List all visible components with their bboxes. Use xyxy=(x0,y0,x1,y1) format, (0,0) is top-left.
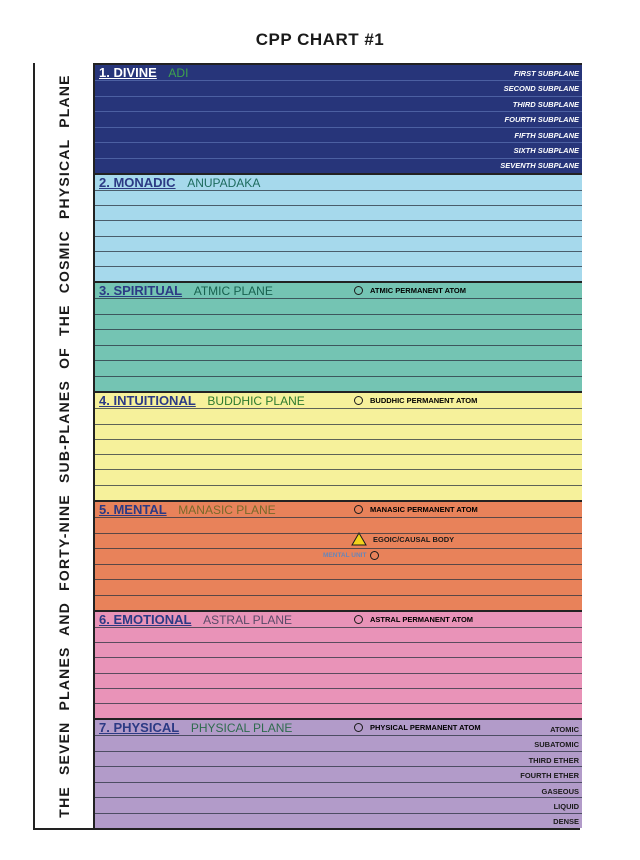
side-label-panel xyxy=(35,63,95,828)
plane-physical xyxy=(95,718,582,828)
plane-subtitle: ADI xyxy=(168,66,189,80)
plane-number: 6. EMOTIONAL xyxy=(99,612,192,627)
subplane-divider xyxy=(95,517,582,518)
plane-title xyxy=(99,283,273,298)
subplane-divider xyxy=(95,127,582,128)
egoic-causal-body xyxy=(351,532,454,546)
subplane-divider xyxy=(95,142,582,143)
subplane-divider xyxy=(95,564,582,565)
subplane-divider xyxy=(95,96,582,97)
plane-divine xyxy=(95,63,582,173)
subplane-label: GASEOUS xyxy=(541,787,579,796)
plane-mental xyxy=(95,500,582,610)
subplane-label: FOURTH ETHER xyxy=(520,771,579,780)
plane-spiritual xyxy=(95,281,582,391)
subplane-label: SECOND SUBPLANE xyxy=(503,84,579,93)
atom-label: MANASIC PERMANENT ATOM xyxy=(370,505,478,514)
plane-number: 3. SPIRITUAL xyxy=(99,283,183,298)
subplane-divider xyxy=(95,782,582,783)
plane-subtitle: ASTRAL PLANE xyxy=(203,613,292,627)
plane-intuitional xyxy=(95,391,582,500)
subplane-label: SUBATOMIC xyxy=(534,740,579,749)
plane-emotional xyxy=(95,610,582,718)
subplane-divider xyxy=(95,236,582,237)
mental-unit-label: MENTAL UNIT xyxy=(323,552,367,559)
subplane-label: FIFTH SUBPLANE xyxy=(514,131,579,140)
subplane-divider xyxy=(95,751,582,752)
circle-icon xyxy=(354,723,363,732)
subplane-divider xyxy=(95,688,582,689)
subplane-label: SIXTH SUBPLANE xyxy=(513,146,579,155)
mental-unit xyxy=(323,551,379,560)
subplane-divider xyxy=(95,205,582,206)
plane-subtitle: PHYSICAL PLANE xyxy=(190,721,293,735)
plane-number: 2. MONADIC xyxy=(99,175,176,190)
subplane-divider xyxy=(95,454,582,455)
plane-title xyxy=(99,502,276,517)
subplane-divider xyxy=(95,111,582,112)
plane-number: 5. MENTAL xyxy=(99,502,167,517)
subplane-label: SEVENTH SUBPLANE xyxy=(500,161,579,170)
subplane-label: FIRST SUBPLANE xyxy=(513,69,579,78)
circle-icon xyxy=(370,551,379,560)
plane-number: 7. PHYSICAL xyxy=(99,720,180,735)
subplane-divider xyxy=(95,345,582,346)
plane-number: 1. DIVINE xyxy=(99,65,157,80)
subplane-divider xyxy=(95,220,582,221)
subplane-label: THIRD SUBPLANE xyxy=(512,100,579,109)
circle-icon xyxy=(354,396,363,405)
subplane-divider xyxy=(95,158,582,159)
subplane-label: THIRD ETHER xyxy=(528,756,579,765)
plane-title xyxy=(99,393,305,408)
subplane-divider xyxy=(95,703,582,704)
buddhic-permanent-atom xyxy=(354,396,477,405)
plane-subtitle: ANUPADAKA xyxy=(187,176,261,190)
subplane-label: DENSE xyxy=(553,817,579,826)
subplane-divider xyxy=(95,533,582,534)
subplane-divider xyxy=(95,376,582,377)
plane-subtitle: ATMIC PLANE xyxy=(193,284,273,298)
subplane-divider xyxy=(95,797,582,798)
subplane-divider xyxy=(95,329,582,330)
subplane-divider xyxy=(95,298,582,299)
subplane-divider xyxy=(95,424,582,425)
subplane-divider xyxy=(95,579,582,580)
triangle-icon xyxy=(351,532,367,546)
subplane-divider xyxy=(95,766,582,767)
circle-icon xyxy=(354,615,363,624)
atom-label: PHYSICAL PERMANENT ATOM xyxy=(370,723,481,732)
circle-icon xyxy=(354,286,363,295)
subplane-divider xyxy=(95,642,582,643)
subplane-divider xyxy=(95,360,582,361)
physical-permanent-atom xyxy=(354,723,481,732)
plane-title xyxy=(99,612,292,627)
atmic-permanent-atom xyxy=(354,286,466,295)
subplane-label: ATOMIC xyxy=(550,725,579,734)
subplane-divider xyxy=(95,190,582,191)
subplane-label: LIQUID xyxy=(553,802,579,811)
subplane-divider xyxy=(95,314,582,315)
atom-label: ATMIC PERMANENT ATOM xyxy=(370,286,466,295)
side-label: THE SEVEN PLANES AND FORTY-NINE SUB-PLANES OF THE COSMIC PHYSICAL PLANE xyxy=(56,73,72,818)
subplane-divider xyxy=(95,469,582,470)
manasic-permanent-atom xyxy=(354,505,478,514)
subplane-divider xyxy=(95,439,582,440)
atom-label: ASTRAL PERMANENT ATOM xyxy=(370,615,474,624)
subplane-divider xyxy=(95,673,582,674)
subplane-divider xyxy=(95,657,582,658)
subplane-divider xyxy=(95,813,582,814)
astral-permanent-atom xyxy=(354,615,473,624)
subplane-divider xyxy=(95,251,582,252)
plane-title xyxy=(99,65,188,80)
subplane-divider xyxy=(95,485,582,486)
subplane-divider xyxy=(95,408,582,409)
subplane-divider xyxy=(95,595,582,596)
subplane-divider xyxy=(95,627,582,628)
subplane-divider xyxy=(95,735,582,736)
subplane-divider xyxy=(95,548,582,549)
atom-label: BUDDHIC PERMANENT ATOM xyxy=(370,396,478,405)
circle-icon xyxy=(354,505,363,514)
plane-title xyxy=(99,175,260,190)
plane-title xyxy=(99,720,292,735)
subplane-divider xyxy=(95,266,582,267)
planes-chart xyxy=(33,63,580,830)
plane-monadic xyxy=(95,173,582,281)
chart-title: CPP CHART #1 xyxy=(255,30,385,49)
egoic-label: EGOIC/CAUSAL BODY xyxy=(373,534,455,544)
plane-subtitle: MANASIC PLANE xyxy=(178,503,276,517)
subplane-divider xyxy=(95,80,582,81)
subplane-label: FOURTH SUBPLANE xyxy=(504,115,579,124)
plane-subtitle: BUDDHIC PLANE xyxy=(207,394,305,408)
plane-number: 4. INTUITIONAL xyxy=(99,393,196,408)
